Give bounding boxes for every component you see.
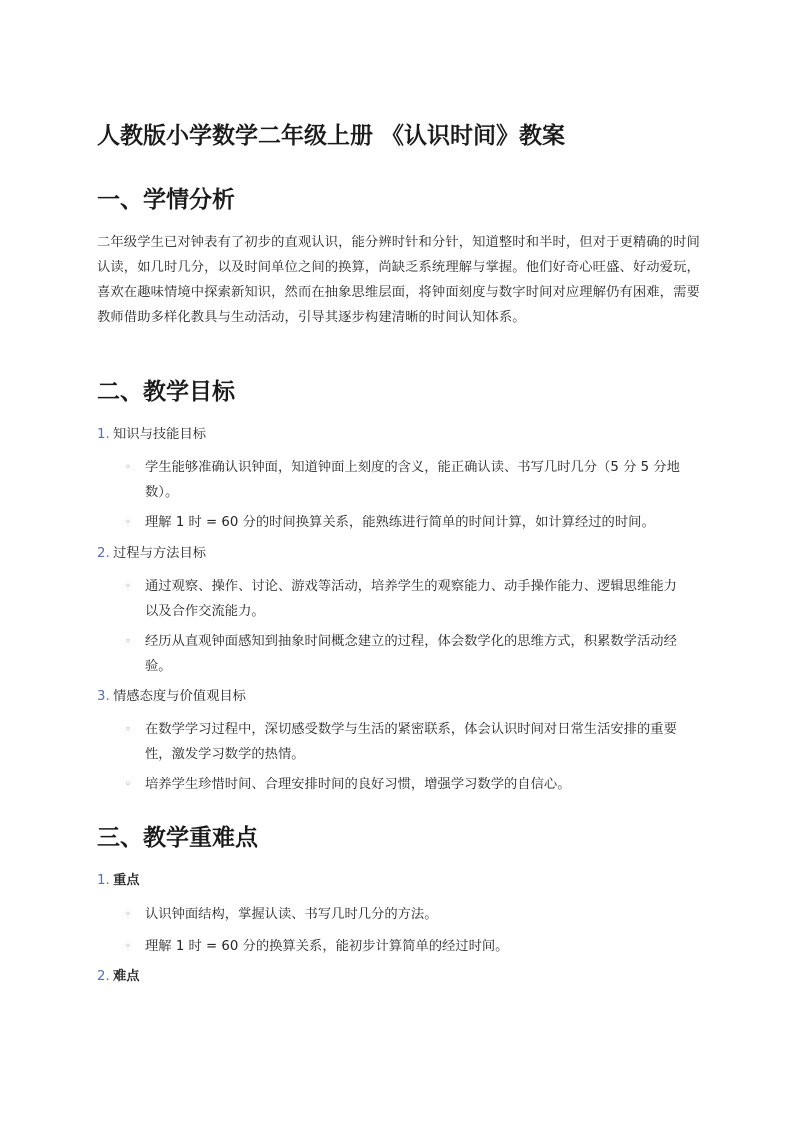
bullet-circle-icon: ◦: [125, 517, 131, 528]
list-item: [97, 871, 140, 891]
section-heading-key-difficulties: 三、教学重难点: [97, 825, 258, 851]
bullet-text: 认识钟面结构，掌握认读、书写几时几分的方法。: [145, 907, 438, 922]
section-paragraph-learning-analysis: 二年级学生已对钟表有了初步的直观认识，能分辨时针和分针，知道整时和半时，但对于更精确的时间认读，如几时几分，以及时间单位之间的换算，尚缺乏系统理解与掌握。他们好奇心旺盛、好动爱玩，喜欢在趣味情境中探索新知识，然而在抽象思维层面，将钟面刻度与数字时间对应理解仍有困难，需要教师借助多样化教具与生动活动，引导其逐步构建清晰的时间认知体系。: [97, 235, 700, 325]
section-heading-teaching-objectives: 二、教学目标: [97, 379, 235, 405]
bullet-item: [125, 934, 685, 959]
bullet-text: 理解 1 时 = 60 分的时间换算关系，能熟练进行简单的时间计算，如计算经过的时间。: [145, 515, 655, 530]
bullet-item: [125, 717, 685, 767]
section-heading-learning-analysis: 一、学情分析: [97, 187, 235, 213]
list-label: 知识与技能目标: [113, 427, 207, 442]
bullet-text: 通过观察、操作、讨论、游戏等活动，培养学生的观察能力、动手操作能力、逻辑思维能力以及合作交流能力。: [145, 579, 677, 619]
list-item: [97, 967, 140, 987]
bullet-item: [125, 455, 685, 505]
list-label: 情感态度与价值观目标: [113, 689, 246, 704]
bullet-text: 经历从直观钟面感知到抽象时间概念建立的过程，体会数学化的思维方式，积累数学活动经验。: [145, 634, 677, 674]
list-label: 重点: [113, 873, 140, 888]
bullet-text: 在数学学习过程中，深切感受数学与生活的紧密联系，体会认识时间对日常生活安排的重要性，激发学习数学的热情。: [145, 722, 677, 762]
bullet-item: [125, 510, 685, 535]
list-number: 1.: [97, 873, 110, 888]
bullet-text: 学生能够准确认识钟面，知道钟面上刻度的含义，能正确认读、书写几时几分（5 分 5 分地数）。: [145, 460, 680, 500]
list-number: 2.: [97, 546, 110, 561]
bullet-circle-icon: ◦: [125, 909, 131, 920]
list-item: [97, 425, 206, 445]
list-number: 2.: [97, 969, 110, 984]
bullet-circle-icon: ◦: [125, 636, 131, 647]
bullet-text: 培养学生珍惜时间、合理安排时间的良好习惯，增强学习数学的自信心。: [145, 777, 571, 792]
bullet-item: [125, 902, 685, 927]
document-title: 人教版小学数学二年级上册 《认识时间》教案: [97, 123, 566, 149]
bullet-circle-icon: ◦: [125, 462, 131, 473]
list-item: [97, 544, 206, 564]
list-label: 过程与方法目标: [113, 546, 207, 561]
bullet-item: [125, 574, 685, 624]
list-label: 难点: [113, 969, 140, 984]
bullet-circle-icon: ◦: [125, 779, 131, 790]
bullet-circle-icon: ◦: [125, 724, 131, 735]
list-item: [97, 687, 246, 707]
list-number: 3.: [97, 689, 110, 704]
list-number: 1.: [97, 427, 110, 442]
bullet-circle-icon: ◦: [125, 581, 131, 592]
bullet-item: [125, 629, 685, 679]
bullet-item: [125, 772, 685, 797]
bullet-text: 理解 1 时 = 60 分的换算关系，能初步计算简单的经过时间。: [145, 939, 509, 954]
bullet-circle-icon: ◦: [125, 941, 131, 952]
